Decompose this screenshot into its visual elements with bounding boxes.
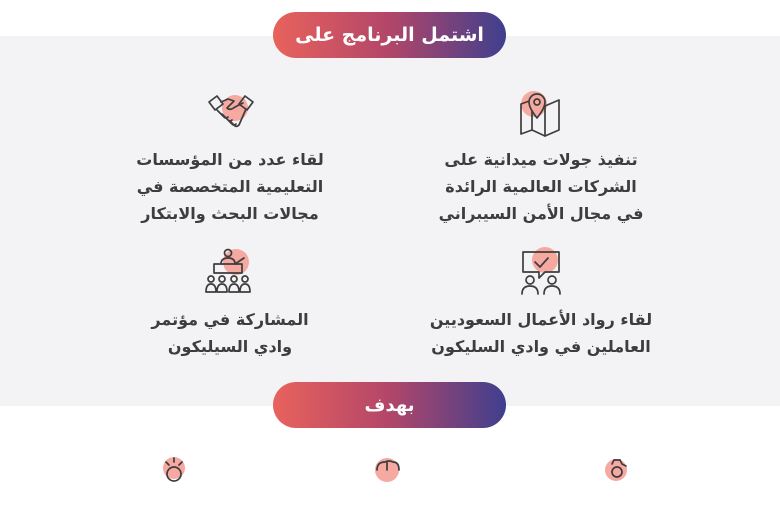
item-text-conference: المشاركة في مؤتمر وادي السيليكون: [151, 310, 309, 356]
meeting-chat-icon: [515, 244, 567, 296]
content-panel: [0, 36, 780, 406]
item-text-entrepreneurs: لقاء رواد الأعمال السعوديين العاملين في وادي السليكون: [429, 310, 653, 356]
gear-icon: [598, 456, 650, 508]
item-text-field-tours: تنفيذ جولات ميدانية على الشركات العالمية الرائدة في مجال الأمن السيبراني: [438, 150, 644, 223]
goal-title-pill: [273, 382, 506, 428]
presenter-icon: [202, 246, 254, 298]
lightbulb-icon: [152, 456, 204, 508]
section-title-pill: [273, 12, 506, 58]
handshake-icon: [205, 90, 257, 142]
brain-icon: [365, 456, 417, 508]
section-title: اشتمل البرنامج على: [295, 24, 484, 46]
map-pin-icon: [515, 88, 567, 140]
goal-title: بهدف: [364, 394, 415, 416]
item-text-research: لقاء عدد من المؤسسات التعليمية المتخصصة في مجالات البحث والابتكار: [136, 150, 324, 223]
